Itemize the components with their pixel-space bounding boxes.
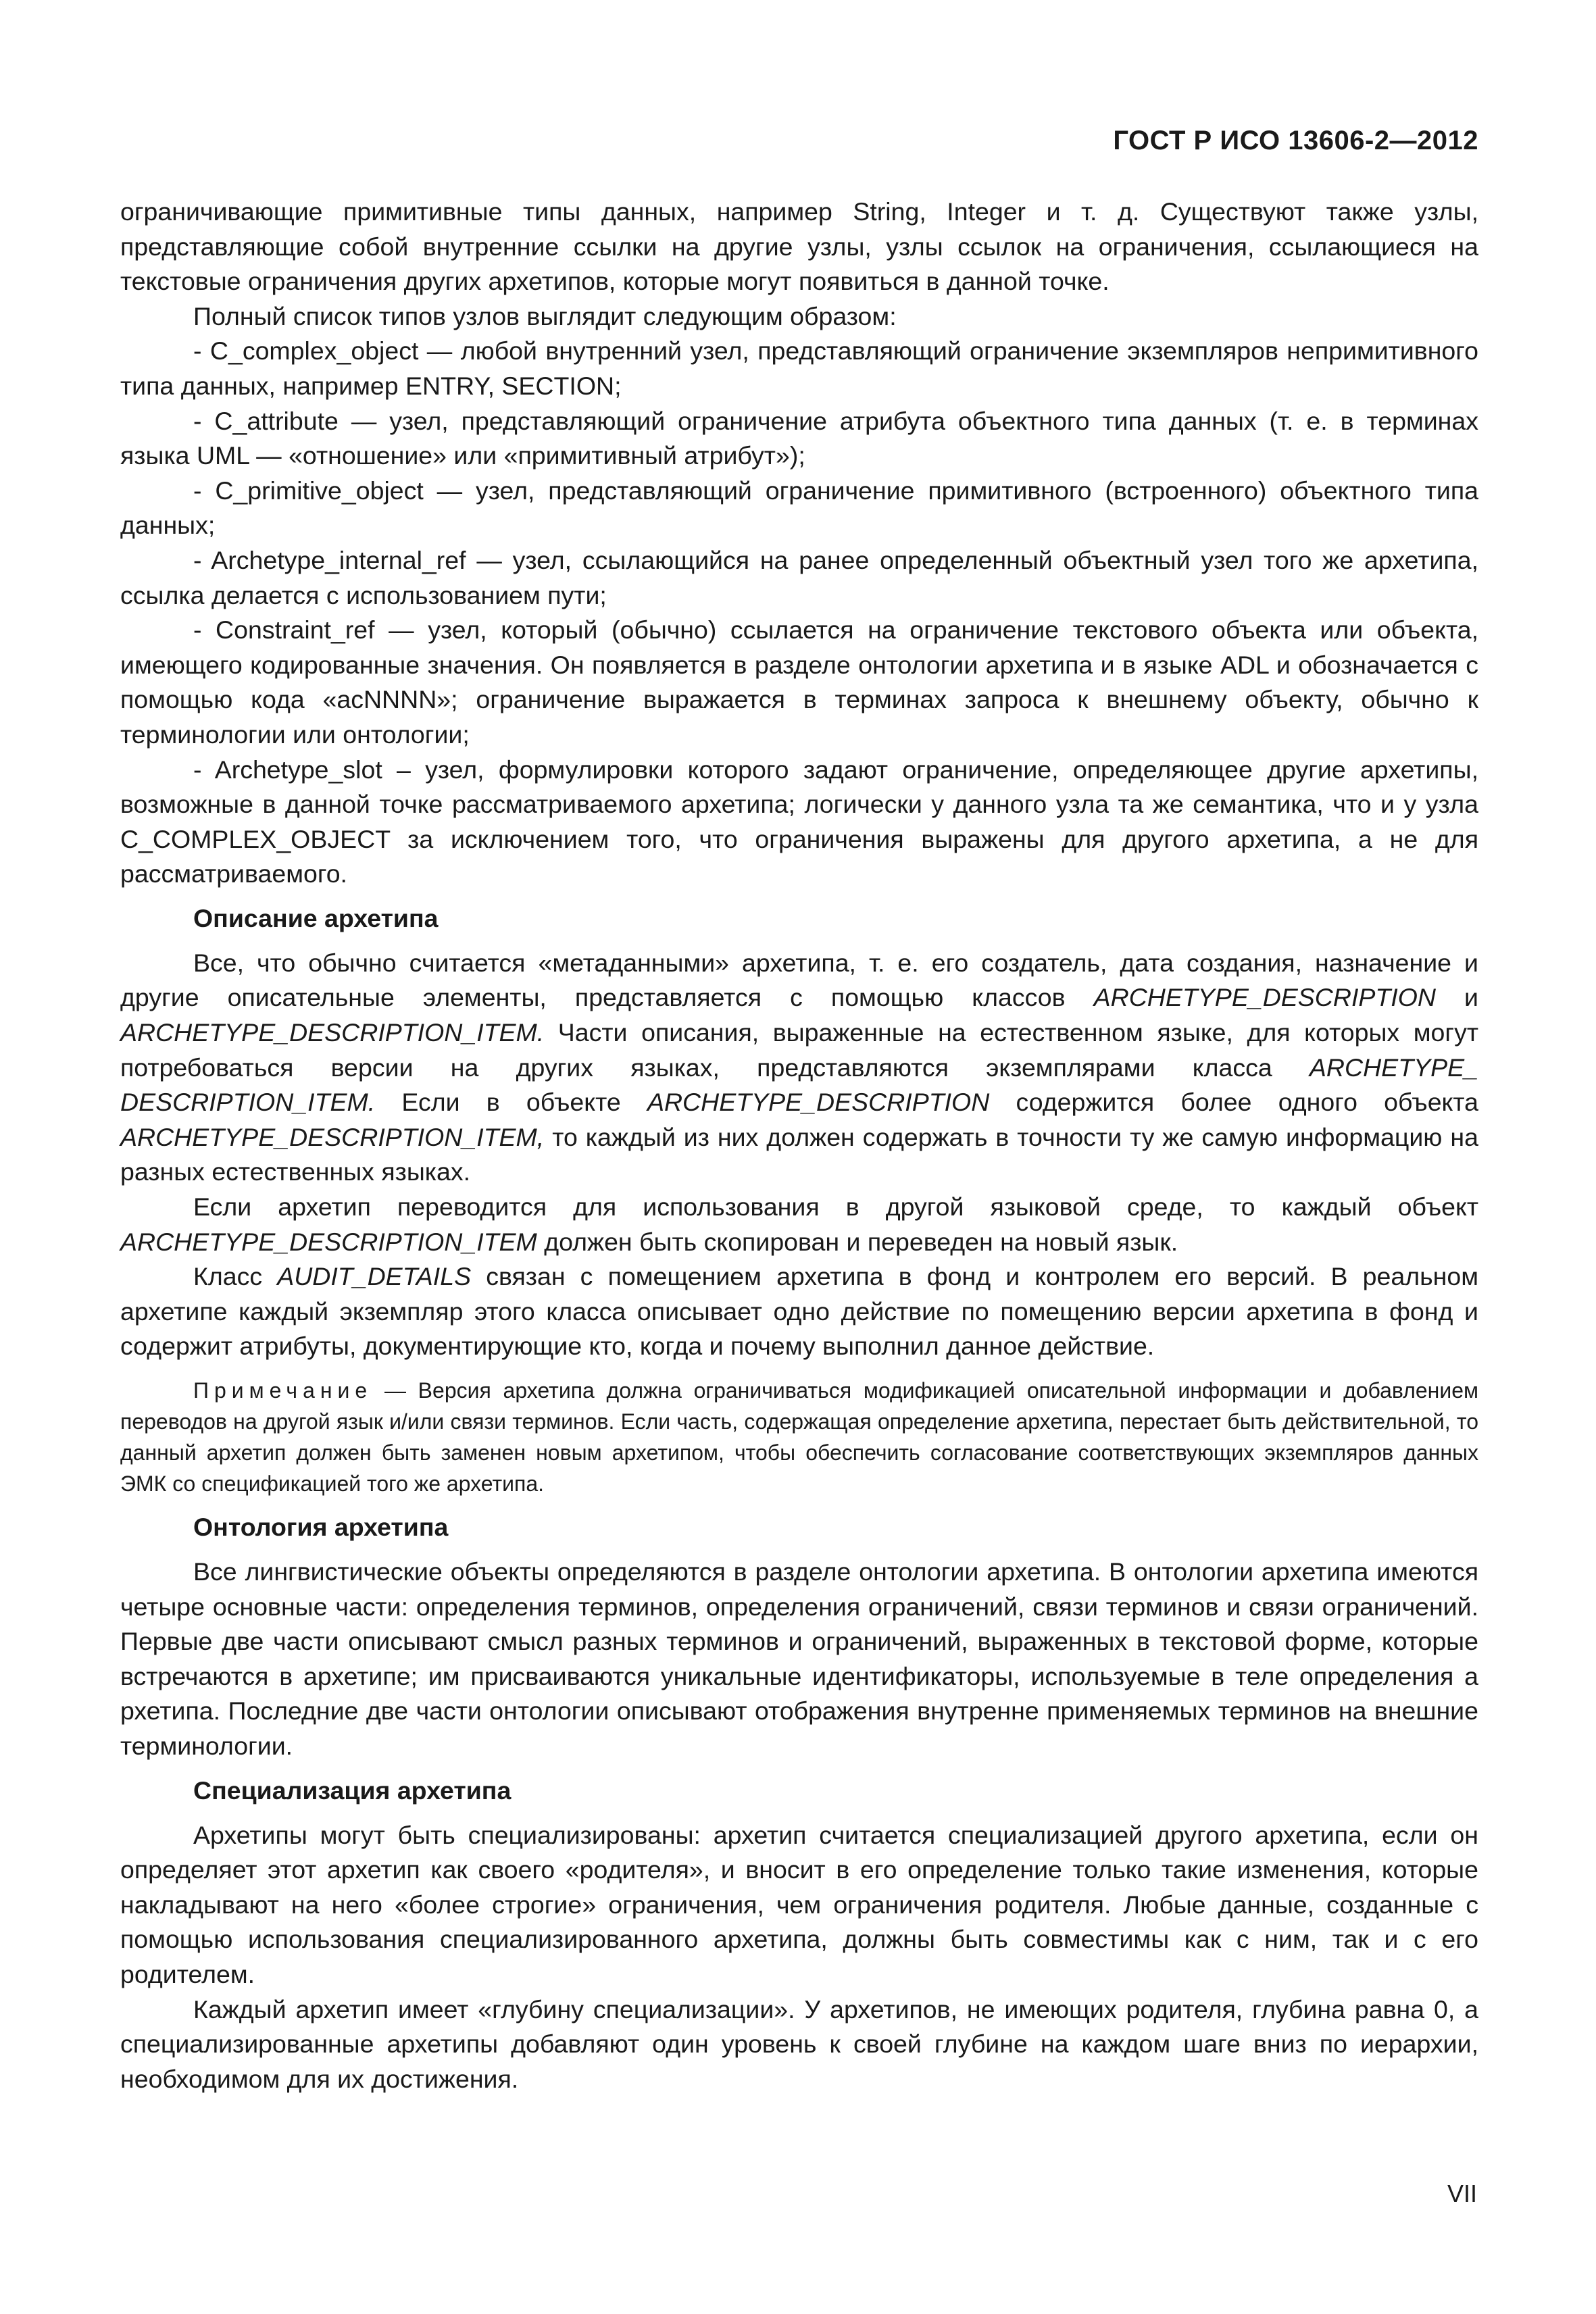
specialization-paragraph-2: Каждый архетип имеет «глубину специализации». У архетипов, не имеющих родителя, глубина равна 0, а специализированные архетипы добавляют один уровень к своей глубине на каждом шаге вниз по иерархии, необходимом для их достижения. xyxy=(120,1994,1478,2093)
description-paragraph-1: Все, что обычно считается «метаданными» архетипа, т. е. его создатель, дата создания, назначение и другие описательные элементы, представляется с помощью классов ARCHETYPE_DESCRIPTION и ARCHETYPE_DESCRIPTION_ITEM. Части описания, выраженные на естественном языке, для которых могут потребоваться версии на других языках, представляются экземплярами класса ARCHETYPE_ DESCRIPTION_ITEM. Если в объекте ARCHETYPE_DESCRIPTION содержится более одного объекта ARCHETYPE_DESCRIPTION_ITEM, то каждый из них должен содержать в точности ту же самую информацию на разных естественных языках. xyxy=(120,948,1478,1186)
node-type-item: - Archetype_internal_ref — узел, ссылающийся на ранее определенный объектный узел того же архетипа, ссылка делается с использованием пути; xyxy=(120,545,1478,609)
node-type-item: - Archetype_slot – узел, формулировки которого задают ограничение, определяющее другие архетипы, возможные в данной точке рассматриваемого архетипа; логически у данного узла та же семантика, что и у узла C_COMPLEX_OBJECT за исключением того, что ограничения выражены для другого архетипа, а не для рассматриваемого. xyxy=(120,755,1478,888)
note-label: Примечание xyxy=(193,1378,373,1403)
intro-paragraph-2: Полный список типов узлов выглядит следующим образом: xyxy=(193,301,897,330)
node-type-item: - Constraint_ref — узел, который (обычно) ссылается на ограничение текстового объекта или объекта, имеющего кодированные значения. Он появляется в разделе онтологии архетипа и в языке ADL и обозначается с помощью кода «acNNNN»; ограничение выражается в терминах запроса к внешнему объекту, обычно к терминологии или онтологии; xyxy=(120,615,1478,749)
document-header-code: ГОСТ Р ИСО 13606-2—2012 xyxy=(1113,126,1478,155)
section-heading-description: Описание архетипа xyxy=(193,903,439,932)
node-type-item: - C_attribute — узел, представляющий ограничение атрибута объектного типа данных (т. е. в терминах языка UML — «отношение» или «примитивный атрибут»); xyxy=(120,406,1478,470)
description-paragraph-2: Если архетип переводится для использования в другой языковой среде, то каждый объект ARCHETYPE_DESCRIPTION_ITEM должен быть скопирован и переведен на новый язык. xyxy=(120,1192,1478,1256)
node-type-item: - C_complex_object — любой внутренний узел, представляющий ограничение экземпляров непримитивного типа данных, например ENTRY, SECTION; xyxy=(120,336,1478,400)
section-heading-specialization: Специализация архетипа xyxy=(193,1776,512,1805)
page-body xyxy=(120,195,1478,2096)
description-paragraph-3: Класс AUDIT_DETAILS связан с помещением архетипа в фонд и контролем его версий. В реальном архетипе каждый экземпляр этого класса описывает одно действие по помещению версии архетипа в фонд и содержит атрибуты, документирующие кто, когда и почему выполнил данное действие. xyxy=(120,1262,1479,1361)
page-number: VII xyxy=(1447,2180,1477,2207)
section-heading-ontology: Онтология архетипа xyxy=(193,1513,449,1541)
intro-paragraph-1: ограничивающие примитивные типы данных, например String, Integer и т. д. Существуют также узлы, представляющие собой внутренние ссылки на другие узлы, узлы ссылок на ограничения, ссылающиеся на текстовые ограничения других архетипов, которые могут появиться в данной точке. xyxy=(120,197,1478,296)
ontology-paragraph-1: Все лингвистические объекты определяются в разделе онтологии архетипа. В онтологии архетипа имеются четыре основные части: определения терминов, определения ограничений, связи терминов и связи ограничений. Первые две части описывают смысл разных терминов и ограничений, выраженных в текстовой форме, которые встречаются в архетипе; им присваиваются уникальные идентификаторы, используемые в теле определения а рхетипа. Последние две части онтологии описывают отображения внутренне применяемых терминов на внешние терминологии. xyxy=(120,1557,1478,1760)
specialization-paragraph-1: Архетипы могут быть специализированы: архетип считается специализацией другого архетипа, если он определяет этот архетип как своего «родителя», и вносит в его определение только такие изменения, которые накладывают на него «более строгие» ограничения, чем ограничения родителя. Любые данные, созданные с помощью использования специализированного архетипа, должны быть совместимы как с ним, так и с его родителем. xyxy=(120,1820,1478,1988)
description-note: Примечание — Версия архетипа должна ограничиваться модификацией описательной информации и добавлением переводов на другой язык и/или связи терминов. Если часть, содержащая определение архетипа, перестает быть действительной, то данный архетип должен быть заменен новым архетипом, чтобы обеспечить согласование соответствующих экземпляров данных ЭМК со спецификацией того же архетипа. xyxy=(120,1378,1478,1496)
node-type-item: - C_primitive_object — узел, представляющий ограничение примитивного (встроенного) объектного типа данных; xyxy=(120,476,1478,540)
